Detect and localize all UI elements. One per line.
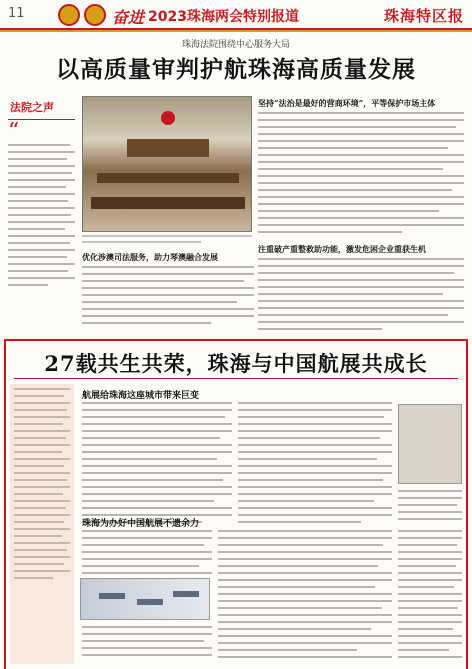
- sidebar-text: [8, 144, 75, 286]
- court-voice-sidebar: [8, 96, 75, 332]
- feature-headline: 27载共生共荣，珠海与中国航展共成长: [44, 351, 428, 376]
- lead-subhead-3: 注重破产重整救助功能，激发危困企业重获生机: [258, 244, 426, 254]
- masthead-ribbon: [0, 30, 472, 32]
- aircraft-icon: [99, 593, 125, 599]
- paper-name: 珠海特区报: [383, 7, 464, 25]
- feature-body-left-bottom: [82, 530, 212, 579]
- feature-subhead-2: 珠海为办好中国航展不遗余力: [82, 519, 200, 529]
- feature-rule: [14, 378, 458, 379]
- lead-subhead-1: 坚持“法治是最好的营商环境”，平等保护市场主体: [258, 98, 436, 108]
- lead-body-right-bottom: [258, 258, 464, 335]
- lead-body-right-top: [258, 112, 464, 238]
- party-emblem-icon: [58, 4, 80, 26]
- feature-subhead-1: 航展给珠海这座城市带来巨变: [82, 391, 200, 401]
- airshow-aircraft-photo: [398, 404, 462, 484]
- lead-subhead-2: 优化涉澳司法服务，助力琴澳融合发展: [82, 252, 218, 262]
- special-report-banner: 2023珠海两会特别报道: [148, 9, 299, 25]
- aircraft-icon: [173, 591, 199, 597]
- feature-body-right-top: [398, 490, 462, 525]
- lead-body-middle: [82, 266, 254, 329]
- feature-body-right-bottom: [398, 530, 462, 663]
- page-number: 11: [8, 6, 25, 21]
- feature-body-left-top: [82, 402, 232, 528]
- airshow-formation-photo: [80, 578, 210, 620]
- aircraft-icon: [137, 599, 163, 605]
- feature-body-mid-bottom: [218, 530, 392, 663]
- court-emblem-icon: [161, 111, 175, 125]
- series-mark: 奋进: [112, 8, 145, 27]
- sidebar-title: 法院之声: [8, 96, 75, 120]
- feature-sidebar: [10, 384, 74, 664]
- masthead: [0, 0, 472, 30]
- lead-kicker: 珠海法院围绕中心服务大局: [181, 40, 290, 50]
- feature-body-left-lower: [82, 626, 212, 661]
- photo-caption: [82, 235, 252, 249]
- courtroom-photo: [82, 96, 252, 232]
- lead-headline: 以高质量审判护航珠海高质量发展: [56, 56, 416, 83]
- quote-icon: “: [8, 119, 20, 144]
- feature-body-mid-top: [238, 402, 392, 528]
- national-emblem-icon: [84, 4, 106, 26]
